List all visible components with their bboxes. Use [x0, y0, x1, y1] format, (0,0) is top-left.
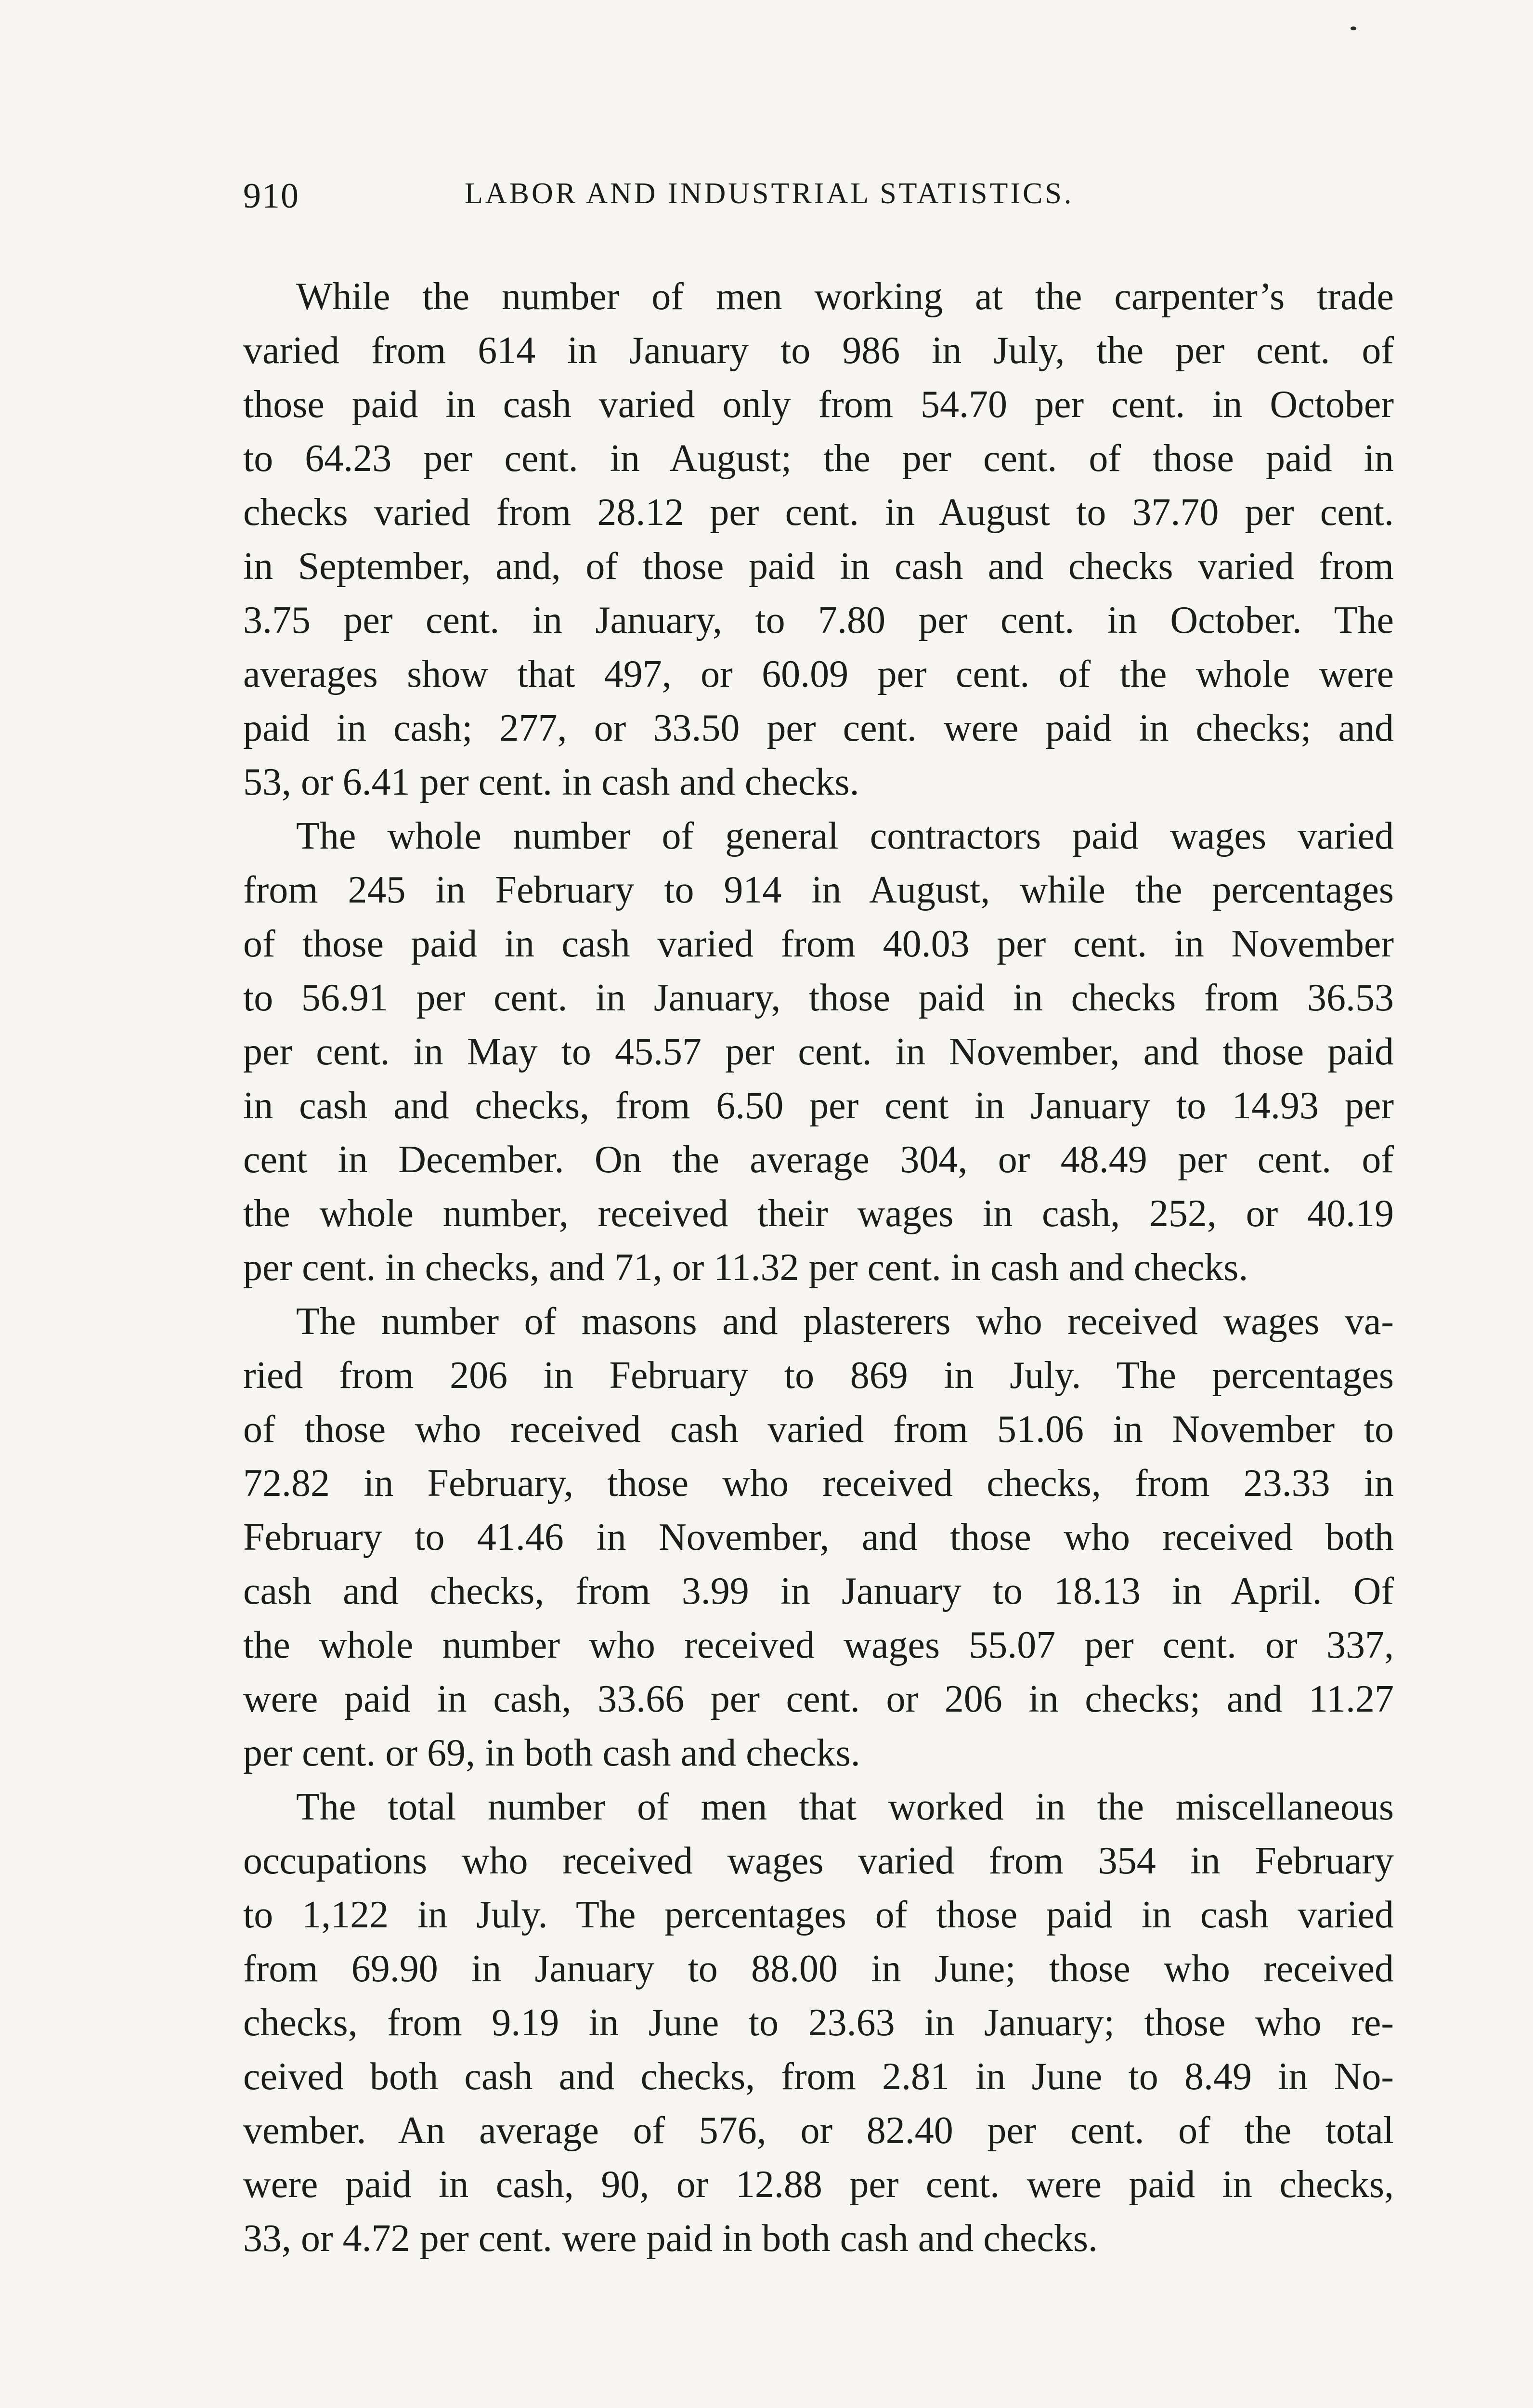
text-line: ceived both cash and checks, from 2.81 in June to 8.49 in No- [243, 2055, 1394, 2098]
text-line: The number of masons and plasterers who received wages va- [296, 1300, 1394, 1343]
text-line: to 1,122 in July. The percentages of those paid in cash varied [243, 1894, 1394, 1936]
text-line: While the number of men working at the carpenter’s trade [296, 275, 1394, 318]
text-line: from 245 in February to 914 in August, while the percentages [243, 869, 1394, 911]
paragraph-miscellaneous [243, 1780, 1394, 2265]
text-line: per cent. or 69, in both cash and checks. [243, 1732, 860, 1774]
text-line: varied from 614 in January to 986 in July, the per cent. of [243, 329, 1394, 372]
text-line: 3.75 per cent. in January, to 7.80 per cent. in October. The [243, 599, 1394, 641]
text-line: per cent. in checks, and 71, or 11.32 per cent. in cash and checks. [243, 1246, 1248, 1289]
text-line: ried from 206 in February to 869 in July. The percentages [243, 1354, 1394, 1397]
page-number: 910 [243, 176, 299, 216]
text-line: The total number of men that worked in the miscellaneous [296, 1786, 1394, 1828]
text-line: 33, or 4.72 per cent. were paid in both cash and checks. [243, 2217, 1098, 2260]
text-line: those paid in cash varied only from 54.70 per cent. in October [243, 383, 1394, 426]
text-line: 72.82 in February, those who received checks, from 23.33 in [243, 1462, 1394, 1505]
text-line: to 56.91 per cent. in January, those paid in checks from 36.53 [243, 977, 1394, 1019]
text-line: February to 41.46 in November, and those who received both [243, 1516, 1394, 1558]
text-line: averages show that 497, or 60.09 per cent. of the whole were [243, 653, 1394, 695]
text-line: to 64.23 per cent. in August; the per cent. of those paid in [243, 437, 1394, 480]
text-line: checks varied from 28.12 per cent. in August to 37.70 per cent. [243, 491, 1394, 534]
text-line: in cash and checks, from 6.50 per cent in January to 14.93 per [243, 1085, 1394, 1127]
running-head [243, 176, 1394, 229]
paragraph-general-contractors [243, 809, 1394, 1295]
text-line: the whole number who received wages 55.07 per cent. or 337, [243, 1624, 1394, 1666]
text-line: from 69.90 in January to 88.00 in June; those who received [243, 1948, 1394, 1990]
text-line: per cent. in May to 45.57 per cent. in November, and those paid [243, 1031, 1394, 1073]
text-line: vember. An average of 576, or 82.40 per cent. of the total [243, 2109, 1394, 2152]
text-line: cash and checks, from 3.99 in January to 18.13 in April. Of [243, 1570, 1394, 1612]
ink-speck [1351, 26, 1356, 30]
text-line: cent in December. On the average 304, or 48.49 per cent. of [243, 1139, 1394, 1181]
running-title: LABOR AND INDUSTRIAL STATISTICS. [465, 177, 1074, 210]
text-line: of those who received cash varied from 51.06 in November to [243, 1408, 1394, 1451]
text-line: occupations who received wages varied from 354 in February [243, 1840, 1394, 1882]
paragraph-carpenters [243, 270, 1394, 809]
body-text [243, 270, 1394, 2265]
text-line: The whole number of general contractors paid wages varied [296, 815, 1394, 857]
text-line: the whole number, received their wages in cash, 252, or 40.19 [243, 1192, 1394, 1235]
text-line: of those paid in cash varied from 40.03 per cent. in November [243, 923, 1394, 965]
text-line: checks, from 9.19 in June to 23.63 in January; those who re- [243, 2002, 1394, 2044]
text-line: paid in cash; 277, or 33.50 per cent. were paid in checks; and [243, 707, 1394, 749]
paragraph-masons-plasterers [243, 1295, 1394, 1780]
text-line: were paid in cash, 33.66 per cent. or 206 in checks; and 11.27 [243, 1678, 1394, 1720]
text-line: 53, or 6.41 per cent. in cash and checks. [243, 761, 859, 803]
text-line: were paid in cash, 90, or 12.88 per cent. were paid in checks, [243, 2163, 1394, 2206]
text-line: in September, and, of those paid in cash and checks varied from [243, 545, 1394, 588]
